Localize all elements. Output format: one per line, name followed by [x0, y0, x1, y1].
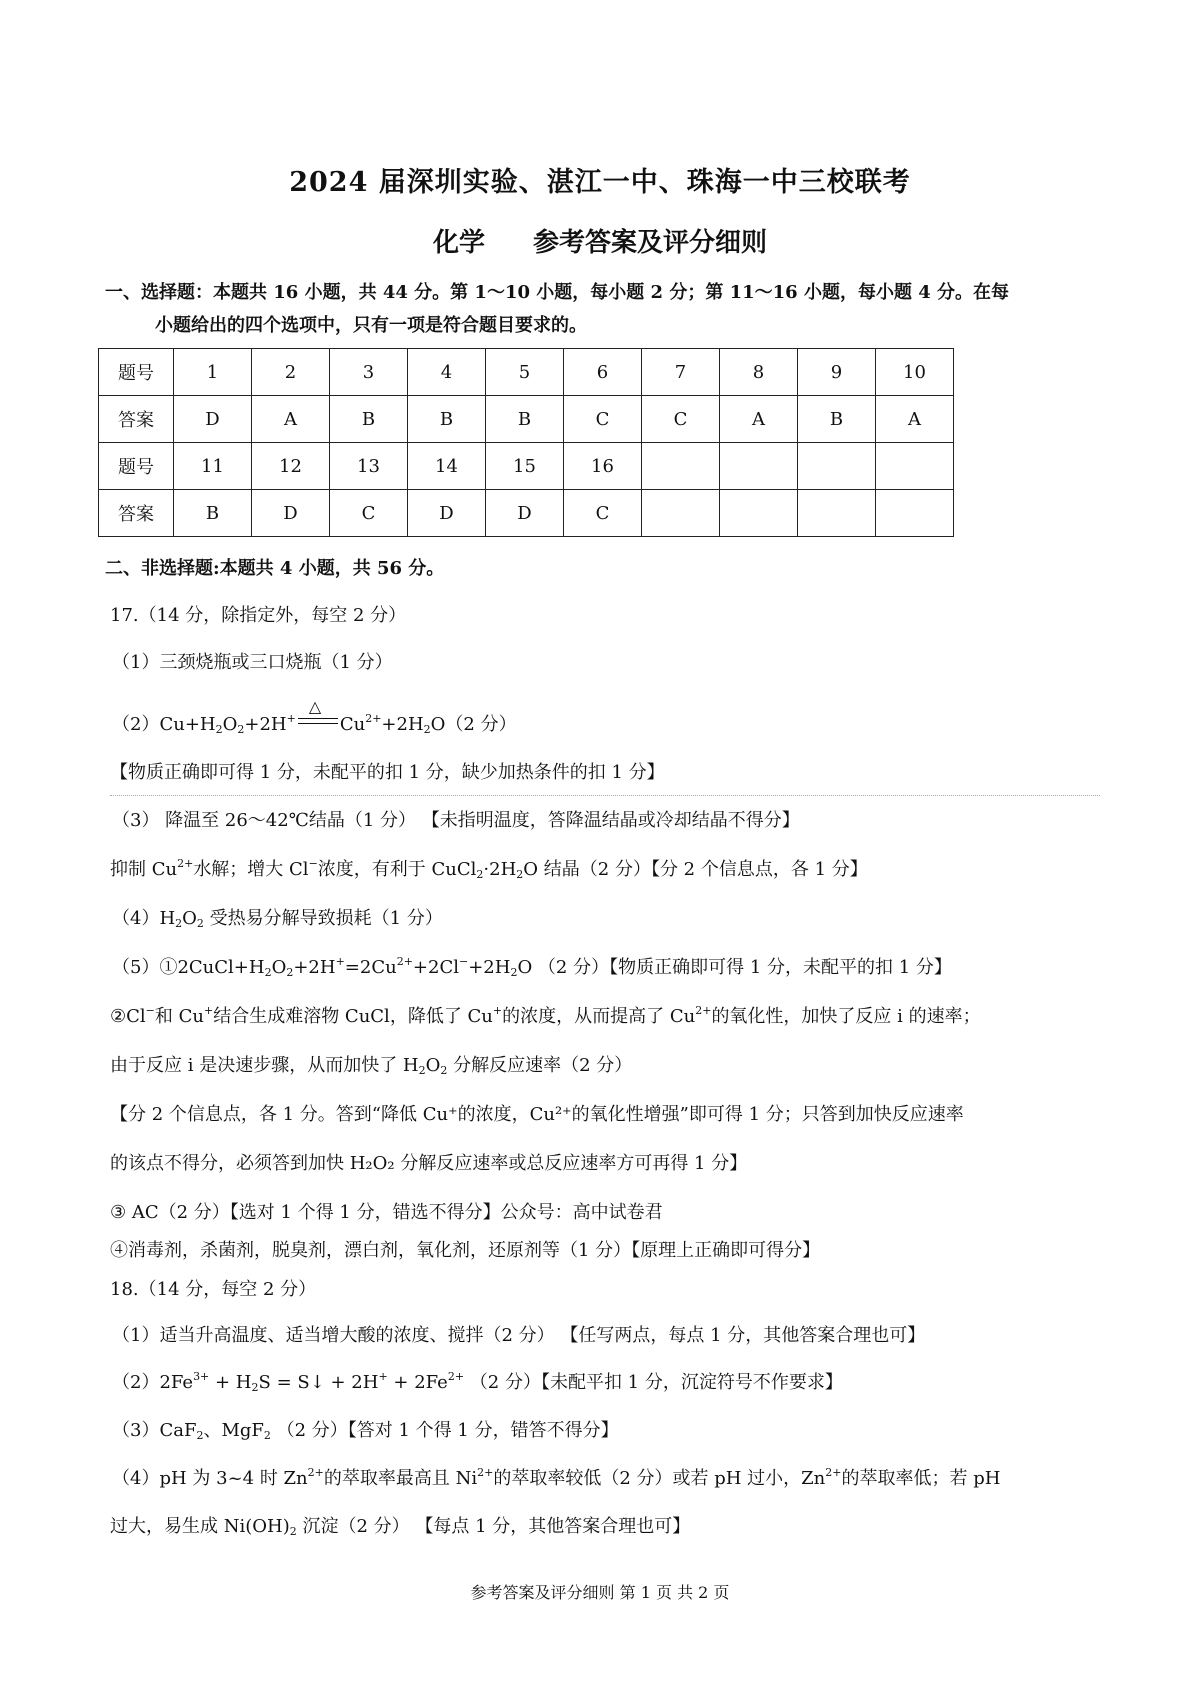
- table-cell: [720, 490, 798, 537]
- table-cell: B: [408, 396, 486, 443]
- table-cell: B: [486, 396, 564, 443]
- table-cell: 8: [720, 349, 798, 396]
- heat-condition-icon: △: [296, 714, 340, 732]
- table-cell: [642, 443, 720, 490]
- q17-part5-4: ④消毒剂，杀菌剂，脱臭剂，漂白剂，氧化剂，还原剂等（1 分）【原理上正确即可得分】: [110, 1240, 821, 1261]
- table-cell: A: [252, 396, 330, 443]
- table-cell: B: [330, 396, 408, 443]
- table-cell: A: [720, 396, 798, 443]
- table-cell: 14: [408, 443, 486, 490]
- table-cell: 3: [330, 349, 408, 396]
- table-cell: C: [330, 490, 408, 537]
- table-cell: 2: [252, 349, 330, 396]
- q17-part5-note1: 【分 2 个信息点，各 1 分。答到“降低 Cu⁺的浓度，Cu²⁺的氧化性增强”即可得 1 分；只答到加快反应速率: [110, 1104, 964, 1125]
- q18-part2: $(2)2Fe^{3+} + H_2S$ = S↓ + $2H^+ + 2Fe^{2+}$ （2 分）【未配平扣 1 分，沉淀符号不作要求】: [112, 1370, 843, 1394]
- table-cell: 4: [408, 349, 486, 396]
- table-cell: 12: [252, 443, 330, 490]
- table-cell: 11: [174, 443, 252, 490]
- table-cell: 5: [486, 349, 564, 396]
- q18-head: 18.（14 分，每空 2 分）: [110, 1279, 317, 1300]
- table-cell: D: [486, 490, 564, 537]
- table-cell: 15: [486, 443, 564, 490]
- table-cell: 13: [330, 443, 408, 490]
- section-choice-heading: [105, 276, 1105, 342]
- q17-part2-equation: $(2)Cu+H_2O_2+2H^+$ △ $Cu^{2+}+2H_2O(2$ 分）: [112, 697, 517, 736]
- q17-part5-2a: ②Cl−和 Cu+结合生成难溶物 CuCl，降低了 Cu+的浓度，从而提高了 $Cu^{2+}$的氧化性，加快了反应 i 的速率；: [110, 1004, 981, 1027]
- table-cell: B: [798, 396, 876, 443]
- table-cell: [642, 490, 720, 537]
- table-cell: 9: [798, 349, 876, 396]
- table-row: [99, 396, 954, 443]
- section-nonchoice-heading: 二、非选择题:本题共 4 小题，共 56 分。: [105, 558, 445, 579]
- q17-head: 17.（14 分，除指定外，每空 2 分）: [110, 605, 407, 626]
- table-header-cell: 答案: [99, 396, 174, 443]
- table-cell: [876, 443, 954, 490]
- answer-table: [98, 348, 954, 537]
- table-cell: 7: [642, 349, 720, 396]
- table-cell: D: [174, 396, 252, 443]
- table-cell: D: [252, 490, 330, 537]
- table-header-cell: 题号: [99, 349, 174, 396]
- subject-label: 化学: [432, 228, 485, 258]
- table-cell: [876, 490, 954, 537]
- table-cell: B: [174, 490, 252, 537]
- table-cell: 1: [174, 349, 252, 396]
- table-cell: 6: [564, 349, 642, 396]
- table-cell: 10: [876, 349, 954, 396]
- table-header-cell: 题号: [99, 443, 174, 490]
- q17-part5-note2: 的该点不得分，必须答到加快 H₂O₂ 分解反应速率或总反应速率方可再得 1 分】: [110, 1153, 748, 1174]
- table-cell: [798, 443, 876, 490]
- q18-part3: （3）CaF$_2$、MgF$_2$ （2 分）【答对 1 个得 1 分，错答不得分】: [112, 1420, 619, 1442]
- q17-part3: （3） 降温至 26～42℃结晶（1 分） 【未指明温度，答降温结晶或冷却结晶不得分】: [112, 810, 800, 831]
- q17-part4: $(4)H_2O_2$ 受热易分解导致损耗（1 分）: [112, 908, 443, 930]
- table-cell: 16: [564, 443, 642, 490]
- table-cell: C: [564, 396, 642, 443]
- subtitle-label: 参考答案及评分细则: [533, 228, 768, 258]
- page-title: [0, 222, 1200, 259]
- q18-part4b: 过大，易生成 $Ni(OH)_2$ 沉淀（2 分） 【每点 1 分，其他答案合理也可】: [110, 1516, 691, 1538]
- q17-part5-1: $(5)①2CuCl+H_2O_2+2H^+=2Cu^{2+}+2Cl^-+2H_2O$ （2 分）【物质正确即可得 1 分，未配平的扣 1 分】: [112, 955, 952, 979]
- table-cell: [720, 443, 798, 490]
- table-row: [99, 349, 954, 396]
- table-row: [99, 443, 954, 490]
- q18-part4a: （4）pH 为 3~4 时 $Zn^{2+}$的萃取率最高且 $Ni^{2+}$的萃取率较低（2 分）或若 pH 过小，$Zn^{2+}$的萃取率低；若 pH: [112, 1466, 1001, 1489]
- q18-part1: （1）适当升高温度、适当增大酸的浓度、搅拌（2 分） 【任写两点，每点 1 分，其他答案合理也可】: [112, 1325, 926, 1346]
- table-cell: [798, 490, 876, 537]
- page-footer: 参考答案及评分细则 第 1 页 共 2 页: [470, 1583, 730, 1602]
- table-header-cell: 答案: [99, 490, 174, 537]
- table-cell: C: [642, 396, 720, 443]
- table-row: [99, 490, 954, 537]
- table-cell: C: [564, 490, 642, 537]
- q17-part5-3: ③ AC（2 分）【选对 1 个得 1 分，错选不得分】公众号：高中试卷君: [110, 1202, 663, 1223]
- q17-part2-note: 【物质正确即可得 1 分，未配平的扣 1 分，缺少加热条件的扣 1 分】: [110, 762, 665, 783]
- exam-title: 2024 届深圳实验、湛江一中、珠海一中三校联考: [289, 167, 911, 198]
- section-choice-line1: 一、选择题：本题共 16 小题，共 44 分。第 1～10 小题，每小题 2 分；第 11～16 小题，每小题 4 分。在每: [105, 282, 1010, 303]
- q17-part5-2b: 由于反应 i 是决速步骤，从而加快了 $H_2O_2$ 分解反应速率（2 分）: [110, 1055, 633, 1077]
- section-choice-line2: 小题给出的四个选项中，只有一项是符合题目要求的。: [155, 315, 587, 336]
- divider: [110, 795, 1100, 796]
- q17-part1: （1）三颈烧瓶或三口烧瓶（1 分）: [112, 652, 393, 673]
- q17-part3-reason: 抑制 $Cu^{2+}$水解；增大 Cl−浓度，有利于 $CuCl_2\cdot 2H_2O$ 结晶（2 分）【分 2 个信息点，各 1 分】: [110, 857, 868, 881]
- table-cell: A: [876, 396, 954, 443]
- table-cell: D: [408, 490, 486, 537]
